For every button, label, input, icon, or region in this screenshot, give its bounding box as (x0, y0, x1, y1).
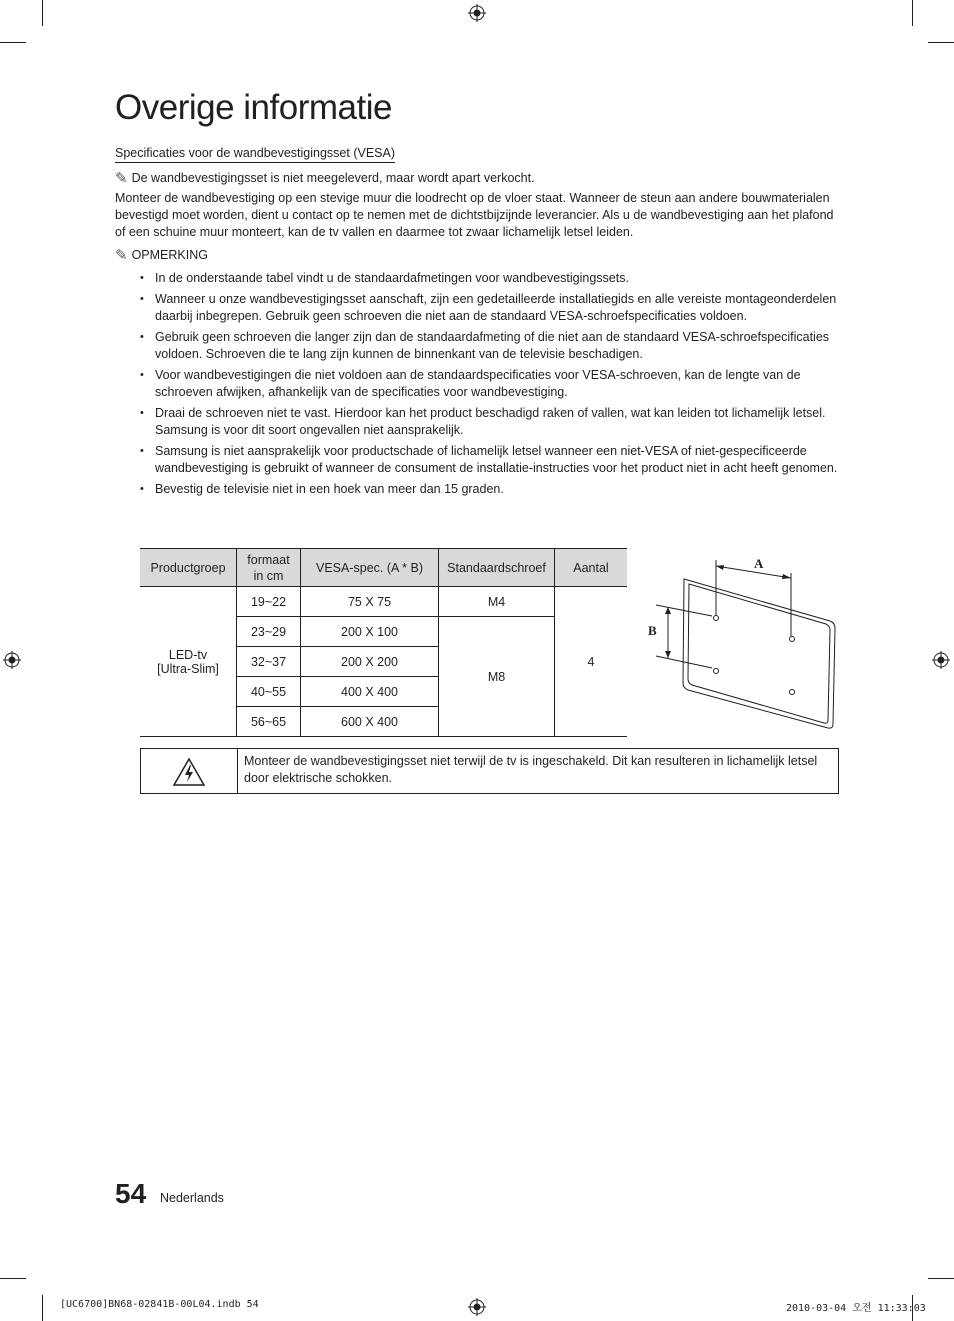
footer-file-info: [UC6700]BN68-02841B-00L04.indb 54 (60, 1299, 259, 1310)
note-label: OPMERKING (131, 248, 208, 262)
registration-mark-icon (468, 1298, 486, 1316)
electric-warning-icon (172, 757, 206, 787)
bullet-icon: • (140, 483, 144, 495)
page-title: Overige informatie (115, 88, 392, 127)
registration-mark-icon (468, 4, 486, 22)
size-cell: 19~22 (237, 587, 301, 617)
list-item: • Samsung is niet aansprakelijk voor productschade of lichamelijk letsel wanneer een niet-VESA of niet-gespecificeerde wandbevestiging is gebruikt of wanneer de consument de installatie-instructies voor het product niet in acht heeft genomen. (140, 444, 838, 475)
table-row (140, 587, 627, 617)
header-size: formaat in cm (237, 549, 301, 587)
bullet-icon: • (140, 407, 144, 419)
list-item: • Voor wandbevestigingen die niet voldoen aan de standaardspecificaties voor VESA-schroeven, kan de lengte van de schroeven afwijken, afhankelijk van de specificaties voor wandbevestiging. (140, 368, 801, 399)
vesa-cell: 75 X 75 (301, 587, 439, 617)
note-text: De wandbevestigingsset is niet meegeleverd, maar wordt apart verkocht. (131, 171, 535, 185)
registration-mark-icon (932, 651, 950, 669)
crop-mark (928, 1278, 954, 1279)
footer-date-info: 2010-03-04 오전 11:33:03 (786, 1303, 926, 1314)
crop-mark (42, 1295, 43, 1321)
header-vesa: VESA-spec. (A * B) (301, 549, 439, 587)
divider (237, 749, 238, 793)
vesa-spec-table (140, 548, 627, 737)
note-heading (115, 247, 208, 264)
note-bullet-list (138, 270, 848, 502)
vesa-cell: 200 X 100 (301, 617, 439, 647)
product-group-cell: LED-tv [Ultra-Slim] (140, 587, 237, 737)
size-cell: 23~29 (237, 617, 301, 647)
dimension-label-b: B (648, 623, 657, 638)
quantity-cell: 4 (555, 587, 628, 737)
pencil-note-icon: ✎ (115, 247, 128, 264)
section-heading: Specificaties voor de wandbevestigingsset (VESA) (115, 145, 395, 163)
crop-mark (912, 0, 913, 26)
language-label: Nederlands (160, 1191, 224, 1205)
vesa-cell: 600 X 400 (301, 707, 439, 737)
bullet-icon: • (140, 331, 144, 343)
warning-box (140, 748, 839, 794)
header-product-group: Productgroep (140, 549, 237, 587)
bullet-icon: • (140, 272, 144, 284)
list-item: • Wanneer u onze wandbevestigingsset aanschaft, zijn een gedetailleerde installatiegids en alle vereiste montageonderdelen daarbij inbegrepen. Gebruik geen schroeven die niet aan de standaard VESA-schroefspecificaties voldoen. (140, 292, 837, 323)
dimension-label-a: A (754, 556, 764, 571)
size-cell: 32~37 (237, 647, 301, 677)
list-item: • In de onderstaande tabel vindt u de standaardafmetingen voor wandbevestigingssets. (140, 271, 629, 285)
size-cell: 40~55 (237, 677, 301, 707)
body-paragraph: Monteer de wandbevestiging op een stevige muur die loodrecht op de vloer staat. Wanneer de steun aan andere bouwmaterialen bevestigd moet worden, dient u contact op te nemen met de dichtstbijzijnde leverancier. Als u de wandbevestiging aan het plafond of een schuine muur monteert, kan de tv vallen en daarmee tot zwaar lichamelijk letsel leiden. (115, 191, 834, 239)
page-number: 54 (115, 1178, 147, 1209)
vesa-cell: 200 X 200 (301, 647, 439, 677)
warning-text: Monteer de wandbevestigingsset niet terwijl de tv is ingeschakeld. Dit kan resulteren in lichamelijk letsel door elektrische schokken. (244, 754, 818, 785)
size-cell: 56~65 (237, 707, 301, 737)
header-quantity: Aantal (555, 549, 628, 587)
registration-mark-icon (3, 651, 21, 669)
screw-cell: M8 (439, 617, 555, 737)
vesa-mount-diagram (640, 548, 840, 733)
note-not-included (115, 170, 535, 187)
screw-cell: M4 (439, 587, 555, 617)
list-item: • Gebruik geen schroeven die langer zijn dan de standaardafmeting of die niet aan de standaard VESA-schroefspecificaties voldoen. Schroeven die te lang zijn kunnen de binnenkant van de televisie beschadigen. (140, 330, 830, 361)
vesa-cell: 400 X 400 (301, 677, 439, 707)
bullet-icon: • (140, 445, 144, 457)
bullet-icon: • (140, 369, 144, 381)
bullet-icon: • (140, 293, 144, 305)
list-item: • Bevestig de televisie niet in een hoek van meer dan 15 graden. (140, 482, 504, 496)
crop-mark (0, 1278, 26, 1279)
header-screw: Standaardschroef (439, 549, 555, 587)
crop-mark (928, 42, 954, 43)
crop-mark (0, 42, 26, 43)
pencil-note-icon: ✎ (115, 170, 128, 187)
list-item: • Draai de schroeven niet te vast. Hierdoor kan het product beschadigd raken of vallen, wat kan leiden tot lichamelijk letsel. Samsung is voor dit soort ongevallen niet aansprakelijk. (140, 406, 826, 437)
table-header-row (140, 549, 627, 587)
crop-mark (42, 0, 43, 26)
